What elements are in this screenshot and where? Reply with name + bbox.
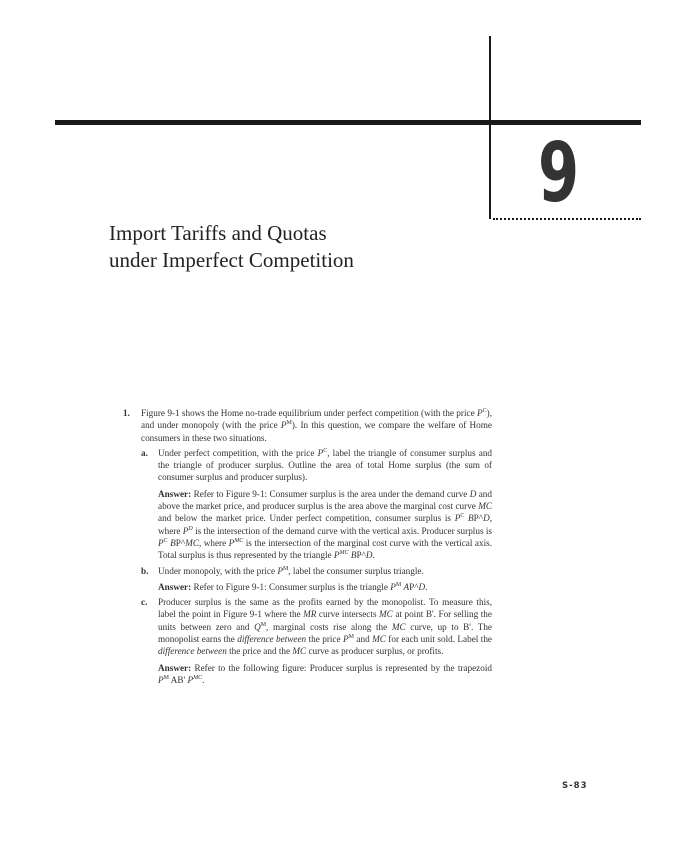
part-b-answer-text: Refer to Figure 9-1: Consumer surplus is the triangle $P^M$ AP^D. bbox=[193, 581, 428, 592]
part-a bbox=[141, 447, 492, 562]
question-body bbox=[120, 407, 492, 686]
page-number: S-83 bbox=[562, 781, 588, 791]
part-c-answer-text: Refer to the following figure: Producer surplus is represented by the trapezoid $P^M$ AB' $P^{MC}$. bbox=[158, 662, 493, 685]
part-b-text: Under monopoly, with the price $P^M$, label the consumer surplus triangle. bbox=[158, 565, 424, 576]
part-a-label: a. bbox=[141, 447, 148, 458]
part-c-answer-label: Answer: bbox=[158, 662, 192, 673]
question-1 bbox=[120, 407, 492, 686]
question-text: Figure 9-1 shows the Home no-trade equilibrium under perfect competition (with the price $P^C$), and under monopoly (with the price $P^M$). In this question, we compare the welfare of Home consumers in these two situations. bbox=[141, 407, 492, 443]
chapter-vertical-rule bbox=[489, 36, 491, 219]
part-a-answer-label: Answer: bbox=[158, 488, 192, 499]
chapter-title bbox=[109, 220, 489, 274]
part-c bbox=[141, 596, 492, 686]
part-c-label: c. bbox=[141, 597, 148, 608]
chapter-title-line-2: under Imperfect Competition bbox=[109, 248, 354, 272]
part-a-answer-text: Refer to Figure 9-1: Consumer surplus is the area under the demand curve D and above the market price, and producer surplus is the area above the marginal cost curve MC and below the market price. Under perfect competition, consumer surplus is $P^C$ BP^D, where $P^D$ is the intersection of the demand curve with the vertical axis. Producer surplus is $P^C$ BP^MC, where $P^{MC}$ is the intersection of the marginal cost curve with the vertical axis. Total surplus is thus represented by the triangle $P^{MC}$ BP^D. bbox=[158, 488, 492, 561]
part-c-answer bbox=[158, 662, 492, 687]
chapter-title-line-1: Import Tariffs and Quotas bbox=[109, 221, 327, 245]
part-b-label: b. bbox=[141, 565, 149, 576]
part-c-text: Producer surplus is the same as the profits earned by the monopolist. To measure this, label the point in Figure 9-1 where the MR curve intersects MC at point B'. For selling the units between zero and $Q^M$, marginal costs rise along the MC curve, up to B'. The monopolist earns the difference between the price $P^M$ and MC for each unit sold. Label the difference between the price and the MC curve as producer surplus, or profits. bbox=[158, 597, 492, 657]
question-number: 1. bbox=[123, 408, 130, 418]
chapter-header-rule bbox=[55, 120, 641, 125]
part-b-answer bbox=[158, 581, 492, 593]
part-b bbox=[141, 565, 492, 594]
part-b-answer-label: Answer: bbox=[158, 581, 192, 592]
part-a-text: Under perfect competition, with the price $P^C$, label the triangle of consumer surplus and the triangle of producer surplus. Outline the area of total Home surplus (the sum of consumer surplus and producer surplus). bbox=[158, 447, 493, 483]
part-a-answer bbox=[158, 488, 492, 562]
chapter-number: 9 bbox=[538, 126, 580, 221]
